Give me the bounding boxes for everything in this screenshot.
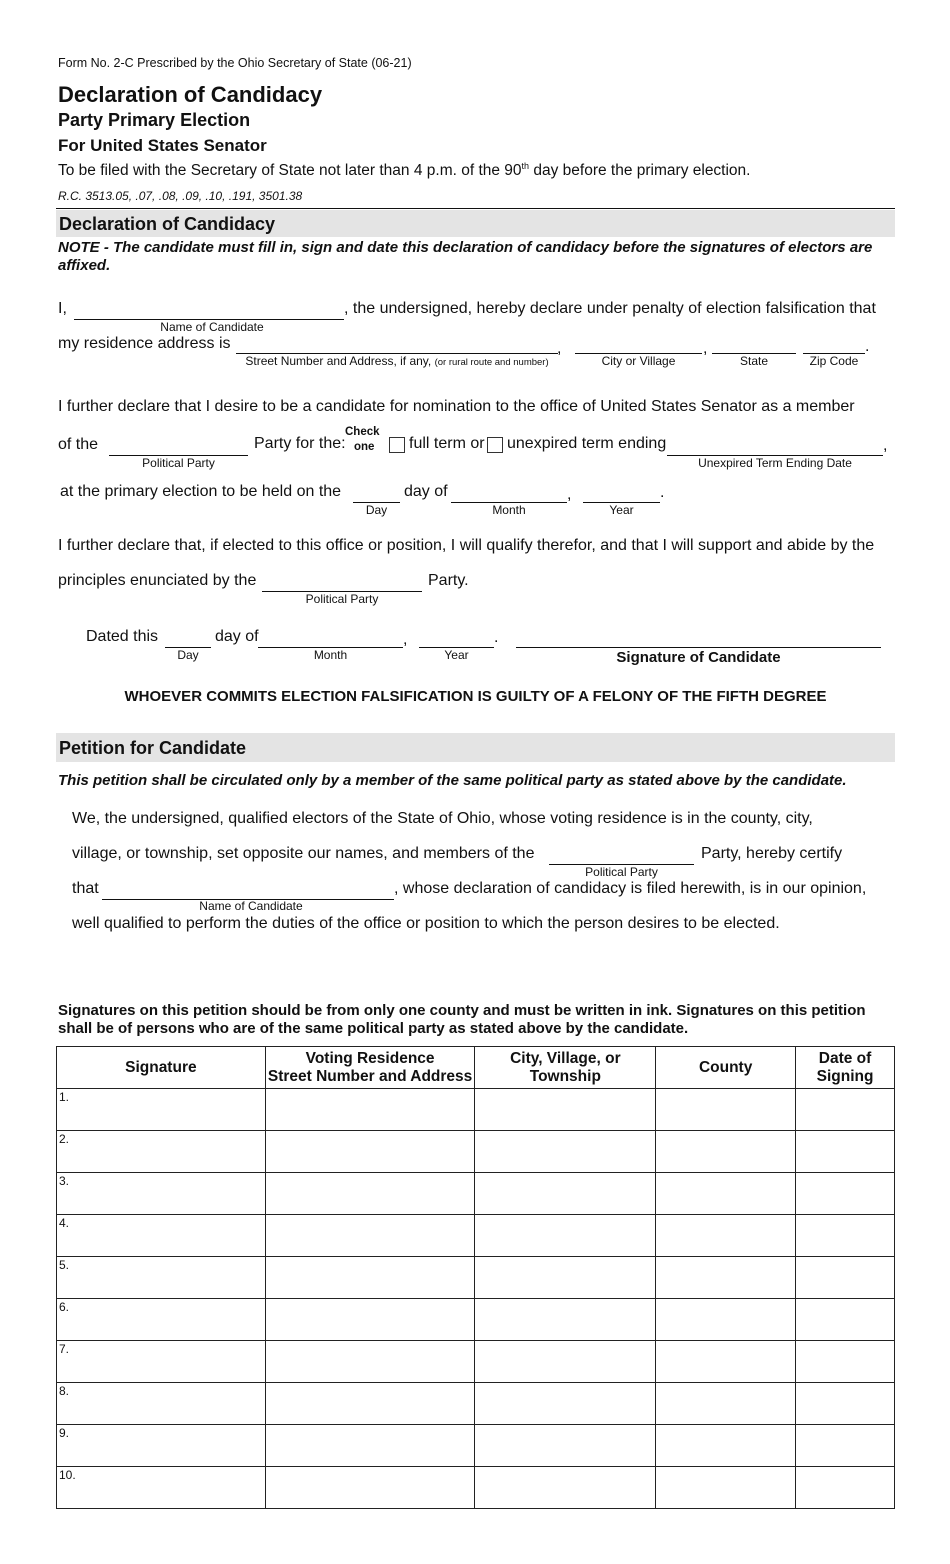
county-cell[interactable] xyxy=(656,1257,796,1299)
county-cell[interactable] xyxy=(656,1425,796,1467)
petition-line-4: well qualified to perform the duties of the office or position to which the person desires to be elected. xyxy=(72,915,780,932)
residence-cell[interactable] xyxy=(265,1425,475,1467)
check-text: Check xyxy=(345,426,380,438)
city-cell[interactable] xyxy=(475,1383,656,1425)
city-cell[interactable] xyxy=(475,1089,656,1131)
residence-cell[interactable] xyxy=(265,1215,475,1257)
date-cell[interactable] xyxy=(796,1131,895,1173)
filing-deadline: To be filed with the Secretary of State not later than 4 p.m. of the 90th day before the primary election. xyxy=(58,161,751,180)
date-cell[interactable] xyxy=(796,1383,895,1425)
petition-line-2: village, or township, set opposite our names, and members of the xyxy=(72,845,535,862)
header-voting-residence: Voting Residence Street Number and Address xyxy=(265,1047,475,1089)
full-term-label: full term or xyxy=(409,435,485,452)
election-year-label: Year xyxy=(609,503,634,517)
date-cell[interactable] xyxy=(796,1299,895,1341)
form-title: Declaration of Candidacy xyxy=(58,82,323,107)
primary-election-text: at the primary election to be held on the xyxy=(60,483,342,500)
petition-note: This petition shall be circulated only by a member of the same political party as stated above by the candidate. xyxy=(58,772,847,789)
election-month-label: Month xyxy=(492,503,526,517)
date-cell[interactable] xyxy=(796,1173,895,1215)
county-cell[interactable] xyxy=(656,1467,796,1509)
felony-warning: WHOEVER COMMITS ELECTION FALSIFICATION IS GUILTY OF A FELONY OF THE FIFTH DEGREE xyxy=(124,688,827,705)
dated-day-label: Day xyxy=(177,648,199,662)
petition-candidate-label: Name of Candidate xyxy=(199,899,303,913)
that-text: that xyxy=(72,880,99,897)
petition-line-1: We, the undersigned, qualified electors of the State of Ohio, whose voting residence is in the county, city, xyxy=(72,810,813,827)
city-cell[interactable] xyxy=(475,1215,656,1257)
residence-cell[interactable] xyxy=(265,1383,475,1425)
residence-cell[interactable] xyxy=(265,1341,475,1383)
petition-party-label: Political Party xyxy=(585,865,658,879)
form-number: Form No. 2-C Prescribed by the Ohio Secretary of State (06-21) xyxy=(58,56,412,70)
county-cell[interactable] xyxy=(656,1215,796,1257)
i-text: I, xyxy=(58,300,67,317)
table-row xyxy=(57,1173,895,1215)
header-date-of-signing: Date of Signing xyxy=(796,1047,895,1089)
signature-cell[interactable] xyxy=(57,1257,266,1299)
declaration-note: NOTE - The candidate must fill in, sign and date this declaration of candidacy before the signatures of electors are affixed. xyxy=(58,239,873,274)
row-number: 8. xyxy=(59,1384,70,1398)
comma-4: , xyxy=(567,486,572,503)
row-number: 3. xyxy=(59,1174,70,1188)
candidate-signature-field[interactable] xyxy=(516,647,881,648)
header-divider xyxy=(56,208,895,209)
table-row xyxy=(57,1467,895,1509)
date-cell[interactable] xyxy=(796,1341,895,1383)
hereby-certify-text: Party, hereby certify xyxy=(701,845,843,862)
unexpired-term-checkbox[interactable] xyxy=(487,437,503,453)
city-cell[interactable] xyxy=(475,1341,656,1383)
county-cell[interactable] xyxy=(656,1383,796,1425)
table-row xyxy=(57,1257,895,1299)
city-cell[interactable] xyxy=(475,1257,656,1299)
header-city-village-township: City, Village, or Township xyxy=(475,1047,656,1089)
one-text: one xyxy=(354,441,375,453)
county-cell[interactable] xyxy=(656,1299,796,1341)
declaration-section-header: Declaration of Candidacy xyxy=(56,210,895,237)
street-label: Street Number and Address, if any, (or rural route and number) xyxy=(245,354,549,368)
form-subtitle: Party Primary Election xyxy=(58,110,251,130)
signature-table xyxy=(56,1046,895,1509)
signature-note: Signatures on this petition should be from only one county and must be written in ink. Signatures on this petition shall be of persons who are of the same political party as stated above by the candidate. xyxy=(58,1002,866,1037)
petition-section-header: Petition for Candidate xyxy=(56,733,895,762)
residence-cell[interactable] xyxy=(265,1257,475,1299)
dated-year-label: Year xyxy=(444,648,469,662)
party-end-text: Party. xyxy=(428,572,469,589)
principles-text: principles enunciated by the xyxy=(58,572,257,589)
signature-cell[interactable] xyxy=(57,1131,266,1173)
day-of-text: day of xyxy=(404,483,448,500)
unexpired-term-label: unexpired term ending xyxy=(507,435,667,452)
of-the-text: of the xyxy=(58,436,99,453)
city-cell[interactable] xyxy=(475,1173,656,1215)
table-row xyxy=(57,1215,895,1257)
row-number: 4. xyxy=(59,1216,70,1230)
signature-cell[interactable] xyxy=(57,1467,266,1509)
party-for-text: Party for the: xyxy=(254,435,346,452)
election-day-label: Day xyxy=(365,503,388,517)
comma-5: , xyxy=(403,631,408,648)
whose-declaration-text: , whose declaration of candidacy is filed herewith, is in our opinion, xyxy=(394,880,867,897)
candidate-signature-label: Signature of Candidate xyxy=(616,649,781,666)
further-declare-1: I further declare that I desire to be a candidate for nomination to the office of United States Senator as a member xyxy=(58,398,855,415)
signature-cell[interactable] xyxy=(57,1341,266,1383)
unexpired-date-label: Unexpired Term Ending Date xyxy=(698,456,852,470)
dated-day-of-text: day of xyxy=(215,628,259,645)
date-cell[interactable] xyxy=(796,1089,895,1131)
county-cell[interactable] xyxy=(656,1089,796,1131)
signature-cell[interactable] xyxy=(57,1089,266,1131)
date-cell[interactable] xyxy=(796,1257,895,1299)
table-row xyxy=(57,1089,895,1131)
dated-month-label: Month xyxy=(313,648,348,662)
row-number: 10. xyxy=(59,1468,76,1482)
table-row xyxy=(57,1341,895,1383)
revised-code: R.C. 3513.05, .07, .08, .09, .10, .191, 3501.38 xyxy=(58,189,303,203)
undersigned-text: , the undersigned, hereby declare under penalty of election falsification that xyxy=(344,300,876,317)
comma-2: , xyxy=(703,340,708,357)
residence-cell[interactable] xyxy=(265,1299,475,1341)
row-number: 9. xyxy=(59,1426,70,1440)
principles-party-label: Political Party xyxy=(305,592,379,606)
residence-text: my residence address is xyxy=(58,335,231,352)
city-cell[interactable] xyxy=(475,1425,656,1467)
city-label: City or Village xyxy=(601,354,676,368)
table-row xyxy=(57,1425,895,1467)
further-declare-2: I further declare that, if elected to this office or position, I will qualify therefor, and that I will support and abide by the xyxy=(58,537,875,554)
residence-cell[interactable] xyxy=(265,1131,475,1173)
date-cell[interactable] xyxy=(796,1467,895,1509)
table-header-row xyxy=(57,1047,895,1089)
full-term-checkbox[interactable] xyxy=(389,437,405,453)
residence-cell[interactable] xyxy=(265,1089,475,1131)
date-cell[interactable] xyxy=(796,1425,895,1467)
zip-label: Zip Code xyxy=(809,354,859,368)
signature-cell[interactable] xyxy=(57,1299,266,1341)
office-heading: For United States Senator xyxy=(58,136,267,155)
period-2: . xyxy=(660,484,665,501)
row-number: 6. xyxy=(59,1300,70,1314)
header-county: County xyxy=(656,1047,796,1089)
period-3: . xyxy=(494,629,499,646)
city-cell[interactable] xyxy=(475,1131,656,1173)
state-label: State xyxy=(739,354,769,368)
city-cell[interactable] xyxy=(475,1467,656,1509)
residence-cell[interactable] xyxy=(265,1467,475,1509)
date-cell[interactable] xyxy=(796,1215,895,1257)
county-cell[interactable] xyxy=(656,1173,796,1215)
comma-1: , xyxy=(557,340,562,357)
name-label: Name of Candidate xyxy=(160,320,264,334)
county-cell[interactable] xyxy=(656,1131,796,1173)
residence-cell[interactable] xyxy=(265,1173,475,1215)
table-row xyxy=(57,1299,895,1341)
county-cell[interactable] xyxy=(656,1341,796,1383)
row-number: 5. xyxy=(59,1258,70,1272)
row-number: 2. xyxy=(59,1132,70,1146)
signature-cell[interactable] xyxy=(57,1383,266,1425)
table-row xyxy=(57,1131,895,1173)
comma-3: , xyxy=(883,437,888,454)
signature-cell[interactable] xyxy=(57,1173,266,1215)
signature-cell[interactable] xyxy=(57,1425,266,1467)
period-1: . xyxy=(865,338,870,355)
row-number: 1. xyxy=(59,1090,70,1104)
row-number: 7. xyxy=(59,1342,70,1356)
table-row xyxy=(57,1383,895,1425)
dated-this-text: Dated this xyxy=(86,628,159,645)
city-cell[interactable] xyxy=(475,1299,656,1341)
header-signature: Signature xyxy=(57,1047,266,1089)
party-label: Political Party xyxy=(142,456,215,470)
signature-cell[interactable] xyxy=(57,1215,266,1257)
